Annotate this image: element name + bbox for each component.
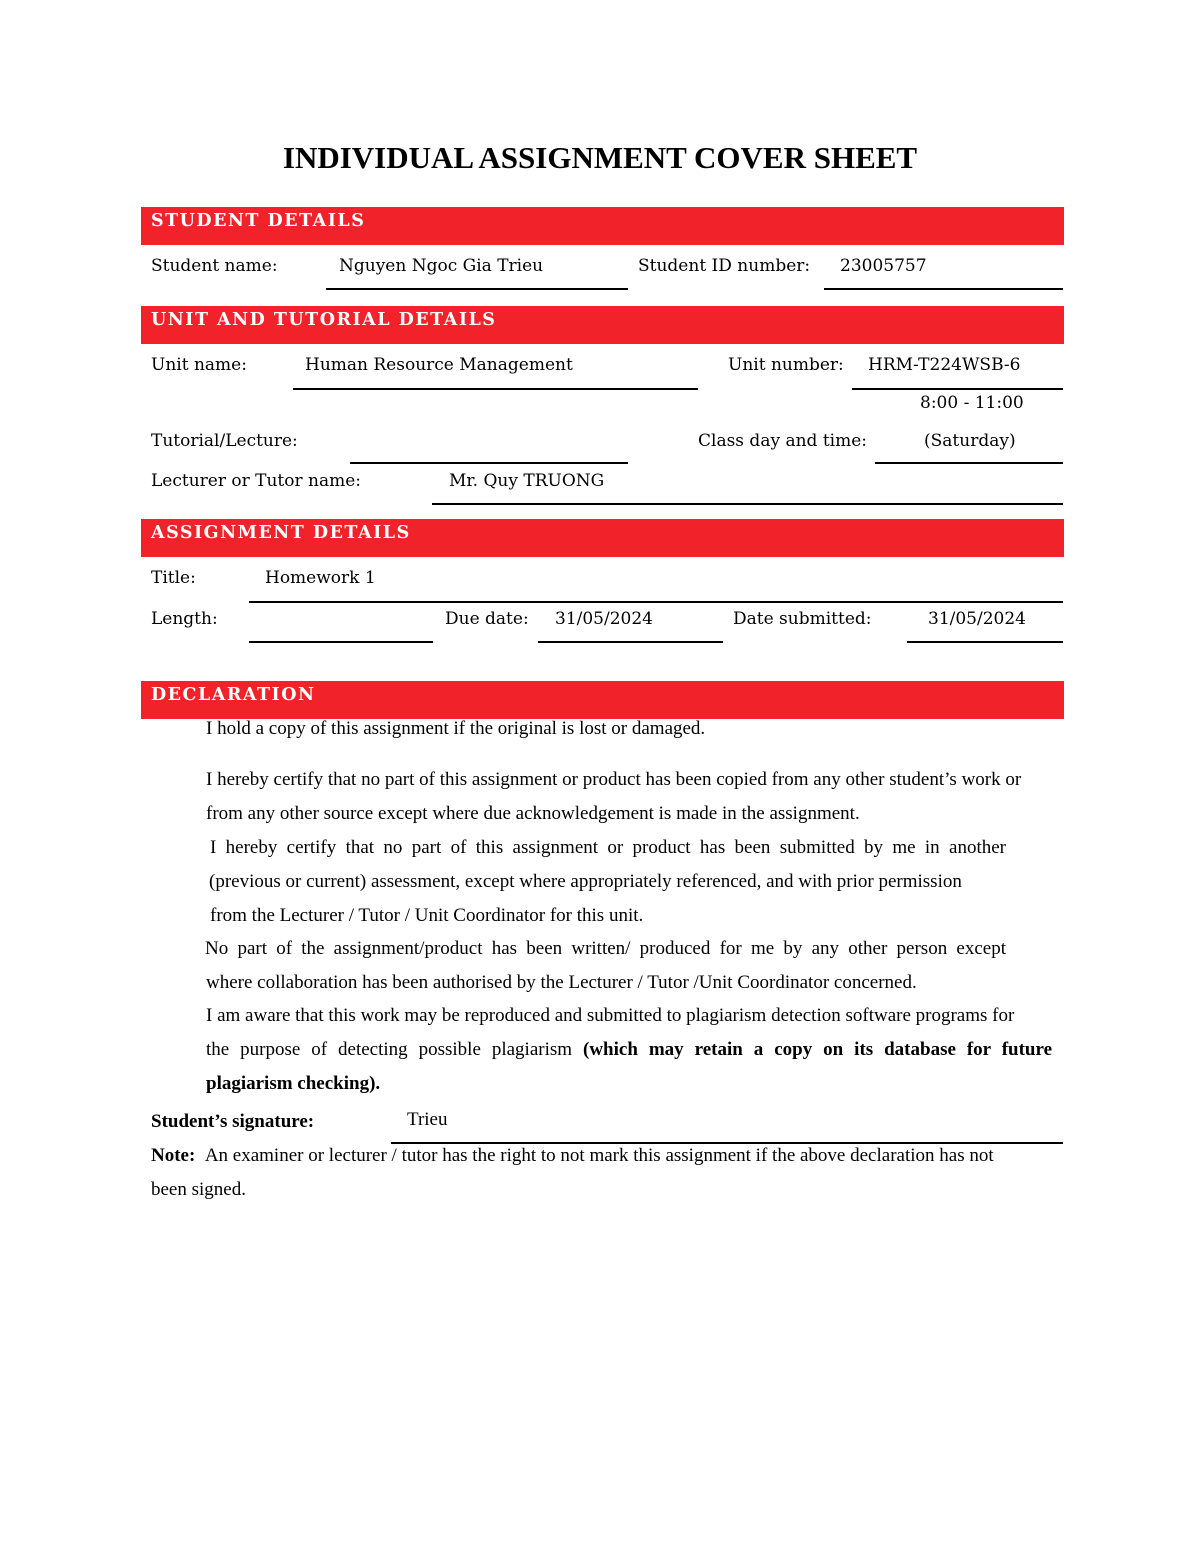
declaration-line: (previous or current) assessment, except where appropriately referenced, and with prior permission xyxy=(209,871,962,892)
declaration-text: the purpose of detecting possible plagiarism xyxy=(206,1039,573,1060)
declaration-line: I am aware that this work may be reproduced and submitted to plagiarism detection software programs for xyxy=(206,1005,1015,1026)
signature-label: Student’s signature: xyxy=(151,1111,315,1132)
student-id-underline xyxy=(824,288,1063,290)
page-title: INDIVIDUAL ASSIGNMENT COVER SHEET xyxy=(282,140,918,175)
lecturer-name-value: Mr. Quy TRUONG xyxy=(449,471,605,491)
declaration-line: No part of the assignment/product has been written/ produced for me by any other person except xyxy=(205,938,1006,959)
date-submitted-label: Date submitted: xyxy=(733,609,872,629)
section-header-declaration xyxy=(141,681,1064,719)
student-id-label: Student ID number: xyxy=(638,256,811,276)
section-header-label: UNIT AND TUTORIAL DETAILS xyxy=(151,310,497,330)
student-id-value: 23005757 xyxy=(840,256,927,276)
declaration-line: from any other source except where due acknowledgement is made in the assignment. xyxy=(206,803,860,824)
signature-value: Trieu xyxy=(407,1109,448,1130)
unit-name-underline xyxy=(293,388,698,390)
due-date-label: Due date: xyxy=(445,609,529,629)
section-header-student-details xyxy=(141,207,1064,245)
section-header-label: ASSIGNMENT DETAILS xyxy=(151,523,411,543)
student-name-value: Nguyen Ngoc Gia Trieu xyxy=(339,256,544,276)
note-text: An examiner or lecturer / tutor has the right to not mark this assignment if the above declaration has not xyxy=(204,1145,994,1166)
note-line xyxy=(151,1145,994,1167)
declaration-line: I hereby certify that no part of this assignment or product has been submitted by me in another xyxy=(210,837,1006,858)
class-time-value: 8:00 - 11:00 xyxy=(920,393,1024,413)
note-label: Note: xyxy=(151,1145,196,1166)
lecturer-name-label: Lecturer or Tutor name: xyxy=(151,471,362,491)
unit-number-value: HRM-T224WSB-6 xyxy=(868,355,1021,375)
unit-number-label: Unit number: xyxy=(728,355,844,375)
student-name-underline xyxy=(326,288,628,290)
signature-underline xyxy=(391,1142,1063,1144)
student-name-label: Student name: xyxy=(151,256,278,276)
unit-number-underline xyxy=(852,388,1063,390)
section-header-label: DECLARATION xyxy=(151,685,316,705)
unit-name-label: Unit name: xyxy=(151,355,247,375)
tutorial-lecture-underline xyxy=(350,462,628,464)
declaration-copy-held: I hold a copy of this assignment if the original is lost or damaged. xyxy=(206,718,706,739)
due-date-underline xyxy=(538,641,723,643)
class-day-value: (Saturday) xyxy=(924,431,1016,451)
title-underline xyxy=(249,601,1063,603)
due-date-value: 31/05/2024 xyxy=(555,609,653,629)
declaration-line: from the Lecturer / Tutor / Unit Coordinator for this unit. xyxy=(210,905,644,926)
tutorial-lecture-label: Tutorial/Lecture: xyxy=(151,431,298,451)
declaration-line: where collaboration has been authorised by the Lecturer / Tutor /Unit Coordinator concerned. xyxy=(206,972,917,993)
class-day-time-label: Class day and time: xyxy=(698,431,868,451)
title-label: Title: xyxy=(151,568,196,588)
declaration-bold-line: plagiarism checking). xyxy=(206,1073,381,1094)
date-submitted-value: 31/05/2024 xyxy=(928,609,1026,629)
class-day-underline xyxy=(875,462,1063,464)
lecturer-name-underline xyxy=(432,503,1063,505)
unit-name-value: Human Resource Management xyxy=(305,355,573,375)
note-line-2: been signed. xyxy=(151,1179,246,1200)
date-submitted-underline xyxy=(907,641,1063,643)
title-value: Homework 1 xyxy=(265,568,376,588)
section-header-assignment-details xyxy=(141,519,1064,557)
declaration-line xyxy=(206,1039,1052,1061)
length-underline xyxy=(249,641,433,643)
section-header-unit-details xyxy=(141,306,1064,344)
length-label: Length: xyxy=(151,609,218,629)
declaration-line: I hereby certify that no part of this assignment or product has been copied from any other student’s work or xyxy=(206,769,1022,790)
section-header-label: STUDENT DETAILS xyxy=(151,211,366,231)
declaration-bold-text: (which may retain a copy on its database for future xyxy=(583,1039,1053,1060)
